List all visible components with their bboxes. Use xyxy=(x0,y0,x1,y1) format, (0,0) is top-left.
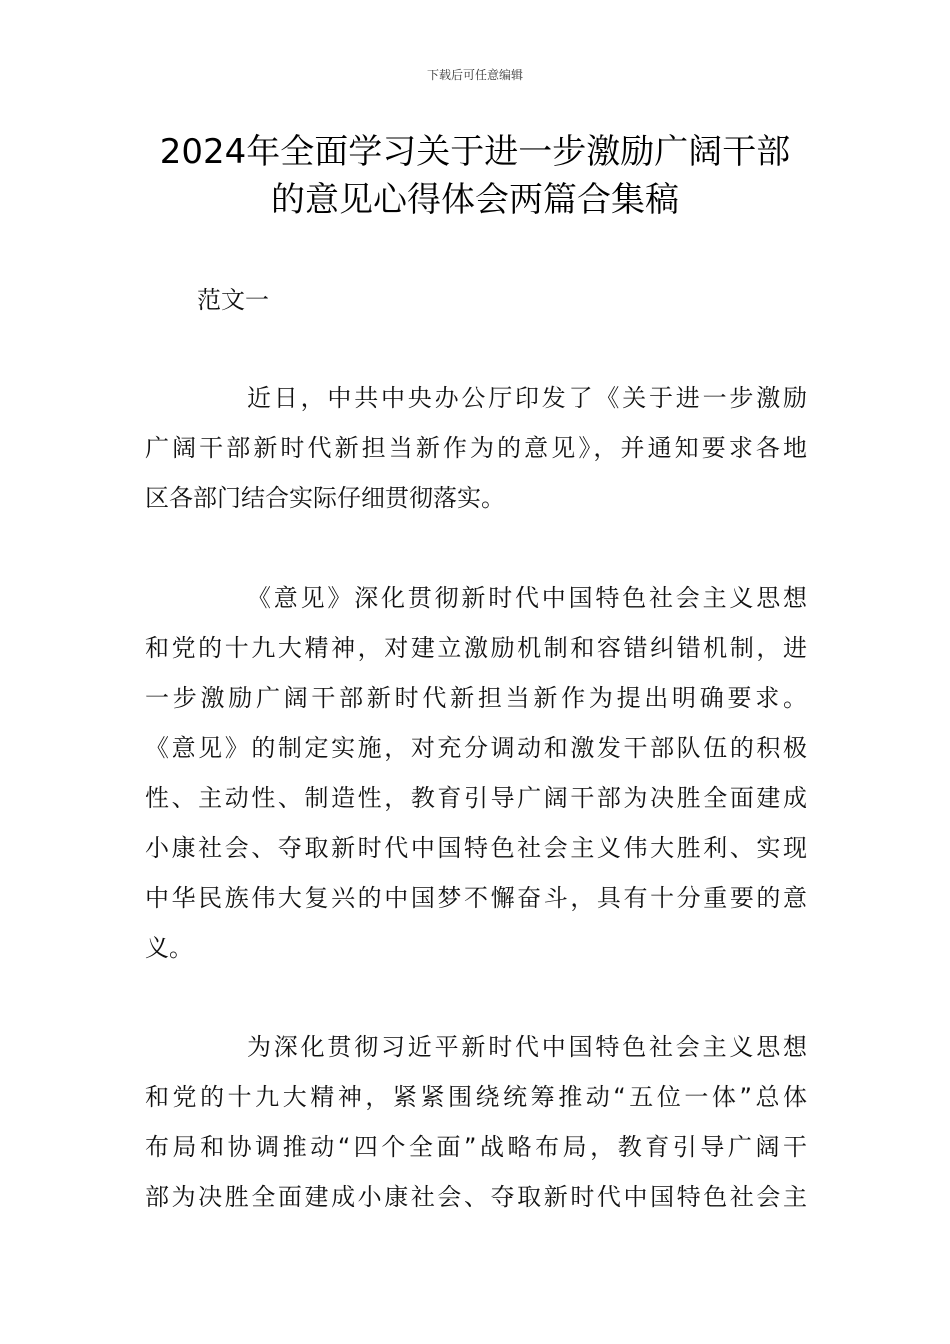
header-note: 下载后可任意编辑 xyxy=(426,68,523,82)
paragraph-line: 布局和协调推动“四个全面”战略布局，教育引导广阔干 xyxy=(145,1133,807,1161)
paragraph-line: 区各部门结合实际仔细贯彻落实。 xyxy=(145,484,505,512)
paragraph-line: 《意见》深化贯彻新时代中国特色社会主义思想 xyxy=(247,584,807,612)
paragraph-1 xyxy=(145,373,807,523)
paragraph-line: 中华民族伟大复兴的中国梦不懈奋斗，具有十分重要的意 xyxy=(145,884,807,912)
document-title xyxy=(120,128,830,224)
paragraph-line: 性、主动性、制造性，教育引导广阔干部为决胜全面建成 xyxy=(145,784,807,812)
paragraph-2 xyxy=(145,573,807,973)
paragraph-line: 近日，中共中央办公厅印发了《关于进一步激励 xyxy=(247,384,807,412)
paragraph-line: 和党的十九大精神，对建立激励机制和容错纠错机制，进 xyxy=(145,634,807,662)
section-label: 范文一 xyxy=(197,286,269,314)
paragraph-line: 和党的十九大精神，紧紧围绕统筹推动“五位一体”总体 xyxy=(145,1083,807,1111)
paragraph-3 xyxy=(145,1022,807,1222)
title-line-2: 的意见心得体会两篇合集稿 xyxy=(271,180,679,220)
title-line-1: 2024年全面学习关于进一步激励广阔干部 xyxy=(159,132,791,172)
paragraph-line: 《意见》的制定实施，对充分调动和激发干部队伍的积极 xyxy=(145,734,807,762)
paragraph-line: 义。 xyxy=(145,934,193,962)
paragraph-line: 一步激励广阔干部新时代新担当新作为提出明确要求。 xyxy=(145,684,807,712)
paragraph-line: 为深化贯彻习近平新时代中国特色社会主义思想 xyxy=(247,1033,807,1061)
paragraph-line: 小康社会、夺取新时代中国特色社会主义伟大胜利、实现 xyxy=(145,834,807,862)
paragraph-line: 部为决胜全面建成小康社会、夺取新时代中国特色社会主 xyxy=(145,1183,807,1211)
paragraph-line: 广阔干部新时代新担当新作为的意见》，并通知要求各地 xyxy=(145,434,807,462)
